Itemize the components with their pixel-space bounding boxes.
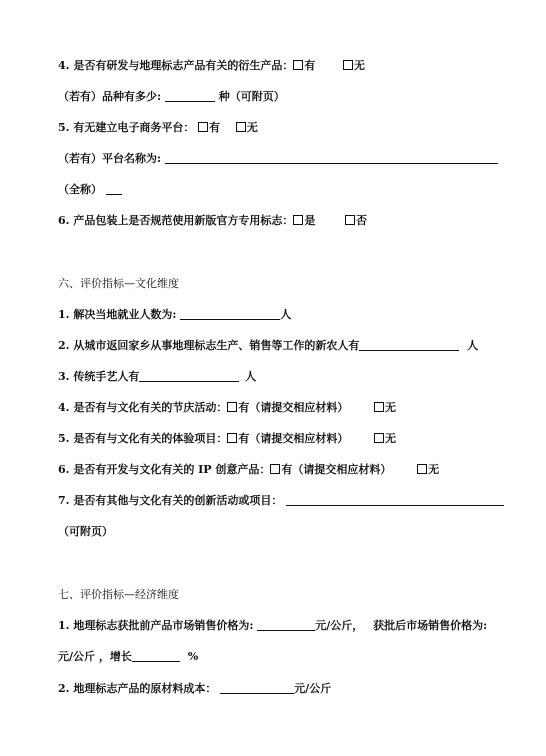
option-no-label: 否 [356,214,368,227]
checkbox-no[interactable] [345,215,355,225]
option-yes-label: 有（请提交相应材料） [238,432,349,445]
platform-name-field[interactable] [165,152,498,164]
item-text: 传统手艺人有 [73,370,140,383]
item-text: 是否有开发与文化有关的 IP 创意产品： [73,463,271,476]
checkbox-no[interactable] [343,60,353,70]
culture-item-7 [58,494,504,508]
attach-note: （可附页） [58,525,113,538]
checkbox-yes[interactable] [293,215,303,225]
section-title-culture: 六、评价指标—文化维度 [58,277,179,290]
checkbox-yes[interactable] [227,402,237,412]
checkbox-yes[interactable] [227,433,237,443]
growth-percent-field[interactable] [132,650,180,662]
option-no-label: 无 [246,121,258,134]
item-text-after: 获批后市场销售价格为: [373,619,488,632]
question-text: （若有）平台名称为: [58,152,162,165]
culture-item-2 [58,339,478,353]
option-yes-label: 有（请提交相应材料） [281,463,392,476]
unit-label: 元/公斤 ，增长 [58,650,132,663]
checkbox-yes[interactable] [293,60,303,70]
percent-sign: % [187,650,199,663]
question-ecommerce [58,121,258,135]
checkbox-no[interactable] [417,464,427,474]
question-number: 5. [58,121,70,134]
item-number: 5. [58,432,70,445]
question-variety-count [58,90,285,104]
item-text: 地理标志获批前产品市场销售价格为: [73,619,254,632]
option-no-label: 无 [385,401,397,414]
option-yes-label: 有 [209,121,221,134]
item-number: 7. [58,494,70,507]
question-packaging-logo [58,214,367,228]
item-number: 3. [58,370,70,383]
item-number: 2. [58,682,70,695]
item-suffix: 人 [245,370,257,383]
section-title-economy: 七、评价指标—经济维度 [58,588,179,601]
option-no-label: 无 [354,59,366,72]
culture-item-5 [58,432,396,446]
question-text: 产品包装上是否规范使用新版官方专用标志： [73,214,294,227]
checkbox-no[interactable] [374,433,384,443]
question-suffix: 种（可附页） [218,90,285,103]
unit-label: 元/公斤 [294,682,332,695]
question-derivative-products [58,59,365,73]
economy-item-2 [58,682,331,696]
checkbox-no[interactable] [374,402,384,412]
item-number: 1. [58,308,70,321]
question-number: 6. [58,214,70,227]
question-platform-name [58,152,498,166]
economy-item-1 [58,619,487,633]
question-text: （全称） [58,183,102,196]
question-fullname [58,183,122,197]
artisans-count-field[interactable] [139,370,239,382]
culture-item-4 [58,401,396,415]
culture-item-1 [58,308,291,322]
fullname-field[interactable] [106,183,122,195]
checkbox-yes[interactable] [270,464,280,474]
variety-count-field[interactable] [165,90,215,102]
checkbox-no[interactable] [236,122,246,132]
item-number: 2. [58,339,70,352]
item-text: 解决当地就业人数为: [73,308,177,321]
option-yes-label: 有 [304,59,316,72]
unit-label: 元/公斤， [315,619,364,632]
item-number: 6. [58,463,70,476]
item-suffix: 人 [467,339,479,352]
item-text: 是否有其他与文化有关的创新活动或项目： [73,494,283,507]
option-no-label: 无 [428,463,440,476]
raw-material-cost-field[interactable] [220,682,294,694]
employment-count-field[interactable] [180,308,280,320]
question-text: 有无建立电子商务平台： [73,121,195,134]
culture-item-3 [58,370,256,384]
other-activities-field[interactable] [286,494,504,506]
economy-item-1-cont [58,650,198,664]
question-text: （若有）品种有多少: [58,90,162,103]
price-before-field[interactable] [257,619,315,631]
item-text: 地理标志产品的原材料成本： [73,682,217,695]
option-yes-label: 是 [304,214,316,227]
option-no-label: 无 [385,432,397,445]
new-farmers-count-field[interactable] [359,339,459,351]
checkbox-yes[interactable] [198,122,208,132]
option-yes-label: 有（请提交相应材料） [238,401,349,414]
question-number: 4. [58,59,70,72]
item-text: 是否有与文化有关的体验项目： [73,432,228,445]
item-text: 是否有与文化有关的节庆活动： [73,401,228,414]
culture-item-6 [58,463,439,477]
item-number: 1. [58,619,70,632]
item-suffix: 人 [280,308,292,321]
item-number: 4. [58,401,70,414]
question-text: 是否有研发与地理标志产品有关的衍生产品： [73,59,294,72]
item-text: 从城市返回家乡从事地理标志生产、销售等工作的新农人有 [73,339,360,352]
